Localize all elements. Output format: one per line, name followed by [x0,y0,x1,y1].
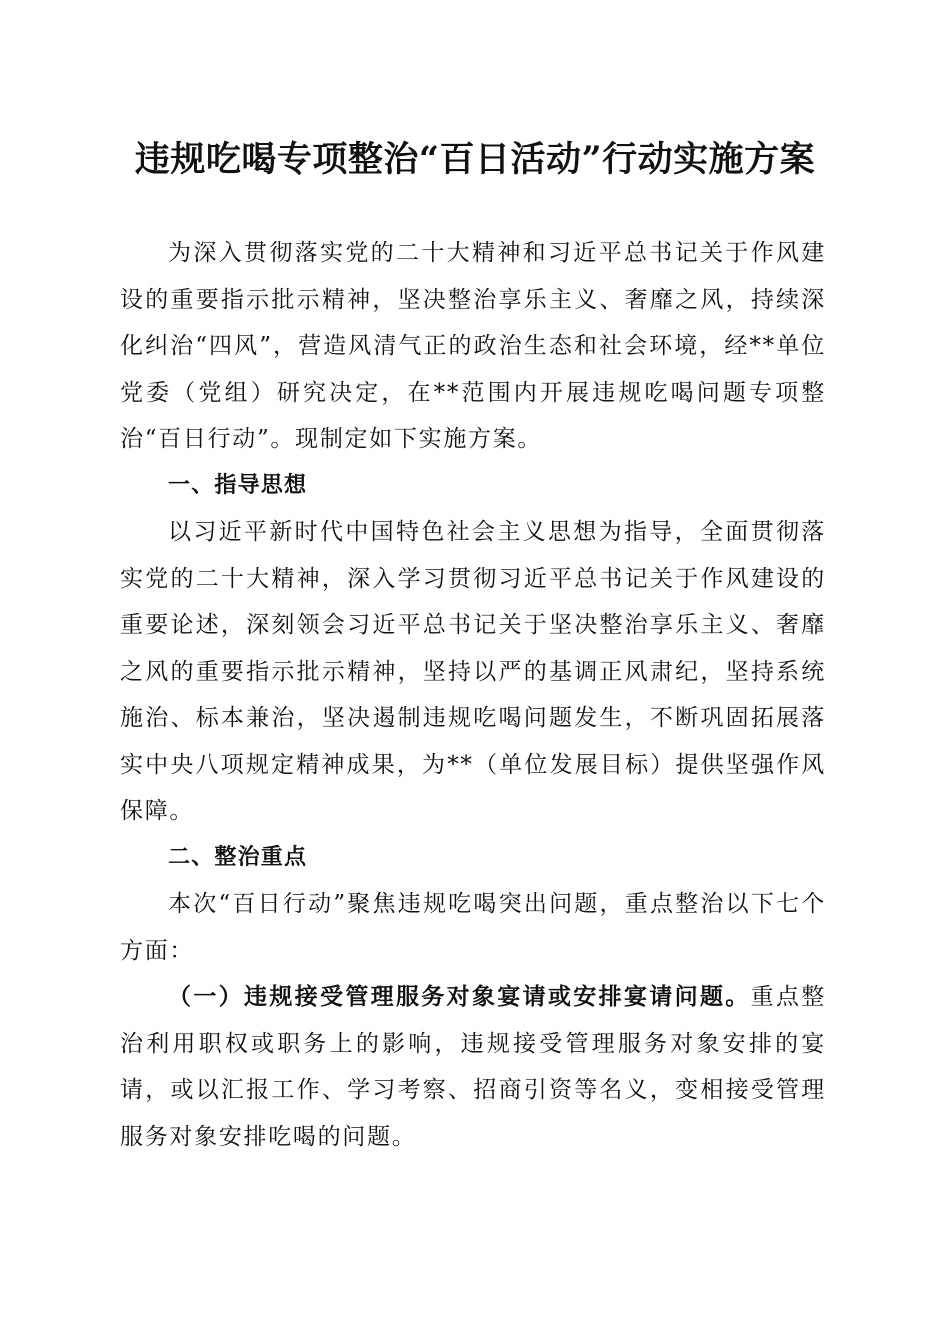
key-issues-intro-paragraph: 本次“百日行动”聚焦违规吃喝突出问题，重点整治以下七个方面： [120,891,826,964]
document-title: 违规吃喝专项整治“百日活动”行动实施方案 [134,139,816,180]
guiding-ideology-paragraph: 以习近平新时代中国特色社会主义思想为指导，全面贯彻落实党的二十大精神，深入学习贯彻习近平总书记关于作风建设的重要论述，深刻领会习近平总书记关于坚决整治享乐主义、奢靡之风的重要指示批示精神，坚持以严的基调正风肃纪，坚持系统施治、标本兼治，坚决遏制违规吃喝问题发生，不断巩固拓展落实中央八项规定精神成果，为**（单位发展目标）提供坚强作风保障。 [120,519,826,824]
section-heading-key-issues: 二、整治重点 [168,844,308,870]
section-heading-guiding-ideology: 一、指导思想 [168,472,308,498]
intro-paragraph: 为深入贯彻落实党的二十大精神和习近平总书记关于作风建设的重要指示批示精神，坚决整治享乐主义、奢靡之风，持续深化纠治“四风”，营造风清气正的政治生态和社会环境，经**单位党委（党组）研究决定，在**范围内开展违规吃喝问题专项整治“百日行动”。现制定如下实施方案。 [120,240,826,452]
key-issue-item-1-label: （一）违规接受管理服务对象宴请或安排宴请问题。 [168,983,751,1010]
key-issue-item-1 [120,974,826,1160]
key-issue-item-1-text: 重点整治利用职权或职务上的影响，违规接受管理服务对象安排的宴请，或以汇报工作、学习考察、招商引资等名义，变相接受管理服务对象安排吃喝的问题。 [120,984,826,1150]
document-body [120,230,826,1160]
